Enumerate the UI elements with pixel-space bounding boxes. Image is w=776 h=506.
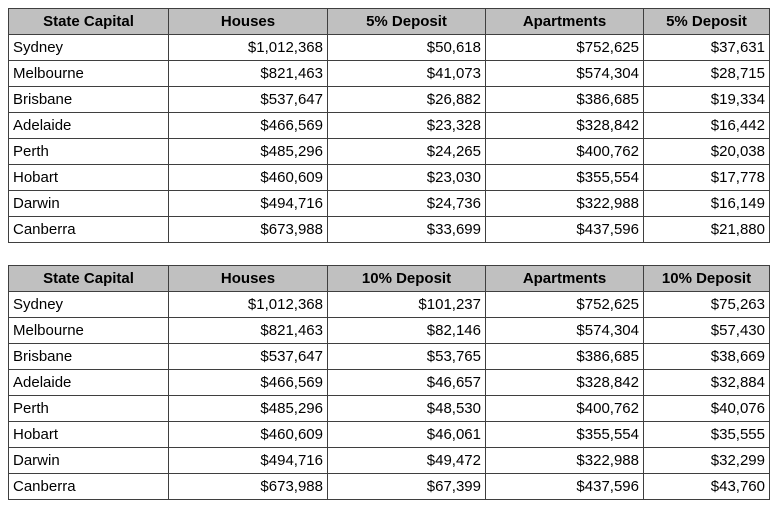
house-price-cell: $460,609 [169, 165, 328, 191]
apartment-price-cell: $400,762 [486, 396, 644, 422]
city-cell: Canberra [9, 217, 169, 243]
city-cell: Hobart [9, 165, 169, 191]
city-cell: Melbourne [9, 61, 169, 87]
apartment-deposit-cell: $19,334 [644, 87, 770, 113]
house-price-cell: $673,988 [169, 474, 328, 500]
house-price-cell: $673,988 [169, 217, 328, 243]
apartment-deposit-cell: $38,669 [644, 344, 770, 370]
city-cell: Darwin [9, 448, 169, 474]
house-price-cell: $537,647 [169, 87, 328, 113]
table-row [9, 35, 770, 61]
apartment-deposit-cell: $21,880 [644, 217, 770, 243]
header-row [9, 9, 770, 35]
house-deposit-cell: $33,699 [328, 217, 486, 243]
house-deposit-cell: $53,765 [328, 344, 486, 370]
apartment-price-cell: $322,988 [486, 448, 644, 474]
house-price-cell: $537,647 [169, 344, 328, 370]
header-apartments-deposit: 10% Deposit [644, 266, 770, 292]
table-row [9, 448, 770, 474]
table-row [9, 474, 770, 500]
house-price-cell: $1,012,368 [169, 292, 328, 318]
house-deposit-cell: $48,530 [328, 396, 486, 422]
city-cell: Darwin [9, 191, 169, 217]
apartment-deposit-cell: $17,778 [644, 165, 770, 191]
house-price-cell: $466,569 [169, 113, 328, 139]
city-cell: Perth [9, 139, 169, 165]
house-deposit-cell: $23,328 [328, 113, 486, 139]
header-apartments: Apartments [486, 9, 644, 35]
apartment-price-cell: $437,596 [486, 474, 644, 500]
apartment-price-cell: $400,762 [486, 139, 644, 165]
apartment-deposit-cell: $57,430 [644, 318, 770, 344]
apartment-price-cell: $574,304 [486, 61, 644, 87]
house-deposit-cell: $46,657 [328, 370, 486, 396]
table-row [9, 191, 770, 217]
apartment-price-cell: $437,596 [486, 217, 644, 243]
apartment-deposit-cell: $16,149 [644, 191, 770, 217]
apartment-price-cell: $322,988 [486, 191, 644, 217]
apartment-price-cell: $386,685 [486, 344, 644, 370]
city-cell: Brisbane [9, 344, 169, 370]
apartment-deposit-cell: $32,299 [644, 448, 770, 474]
city-cell: Sydney [9, 35, 169, 61]
house-price-cell: $485,296 [169, 396, 328, 422]
city-cell: Sydney [9, 292, 169, 318]
table-row [9, 422, 770, 448]
header-apartments-deposit: 5% Deposit [644, 9, 770, 35]
apartment-price-cell: $386,685 [486, 87, 644, 113]
house-deposit-cell: $50,618 [328, 35, 486, 61]
apartment-price-cell: $355,554 [486, 165, 644, 191]
house-price-cell: $821,463 [169, 318, 328, 344]
table-body [9, 35, 770, 243]
apartment-deposit-cell: $40,076 [644, 396, 770, 422]
city-cell: Hobart [9, 422, 169, 448]
house-price-cell: $485,296 [169, 139, 328, 165]
apartment-price-cell: $752,625 [486, 292, 644, 318]
header-houses: Houses [169, 266, 328, 292]
house-deposit-cell: $24,265 [328, 139, 486, 165]
house-deposit-cell: $23,030 [328, 165, 486, 191]
table-row [9, 318, 770, 344]
city-cell: Perth [9, 396, 169, 422]
apartment-deposit-cell: $75,263 [644, 292, 770, 318]
apartment-price-cell: $328,842 [486, 113, 644, 139]
table-row [9, 396, 770, 422]
apartment-deposit-cell: $16,442 [644, 113, 770, 139]
table-row [9, 113, 770, 139]
city-cell: Brisbane [9, 87, 169, 113]
apartment-price-cell: $328,842 [486, 370, 644, 396]
table-body [9, 292, 770, 500]
city-cell: Canberra [9, 474, 169, 500]
house-deposit-cell: $49,472 [328, 448, 486, 474]
apartment-price-cell: $574,304 [486, 318, 644, 344]
table-row [9, 370, 770, 396]
apartment-deposit-cell: $28,715 [644, 61, 770, 87]
house-deposit-cell: $101,237 [328, 292, 486, 318]
house-deposit-cell: $26,882 [328, 87, 486, 113]
header-apartments: Apartments [486, 266, 644, 292]
house-price-cell: $1,012,368 [169, 35, 328, 61]
city-cell: Adelaide [9, 370, 169, 396]
apartment-deposit-cell: $43,760 [644, 474, 770, 500]
header-state-capital: State Capital [9, 9, 169, 35]
house-deposit-cell: $46,061 [328, 422, 486, 448]
header-houses-deposit: 5% Deposit [328, 9, 486, 35]
house-price-cell: $821,463 [169, 61, 328, 87]
table-row [9, 139, 770, 165]
header-houses: Houses [169, 9, 328, 35]
five-percent-deposit-table [8, 8, 770, 243]
house-price-cell: $494,716 [169, 191, 328, 217]
table-row [9, 217, 770, 243]
header-houses-deposit: 10% Deposit [328, 266, 486, 292]
house-deposit-cell: $41,073 [328, 61, 486, 87]
table-row [9, 165, 770, 191]
city-cell: Melbourne [9, 318, 169, 344]
apartment-deposit-cell: $20,038 [644, 139, 770, 165]
house-price-cell: $466,569 [169, 370, 328, 396]
table-header [9, 9, 770, 35]
table-row [9, 87, 770, 113]
house-deposit-cell: $67,399 [328, 474, 486, 500]
house-price-cell: $460,609 [169, 422, 328, 448]
apartment-price-cell: $355,554 [486, 422, 644, 448]
city-cell: Adelaide [9, 113, 169, 139]
house-price-cell: $494,716 [169, 448, 328, 474]
apartment-deposit-cell: $32,884 [644, 370, 770, 396]
header-state-capital: State Capital [9, 266, 169, 292]
apartment-deposit-cell: $35,555 [644, 422, 770, 448]
apartment-deposit-cell: $37,631 [644, 35, 770, 61]
apartment-price-cell: $752,625 [486, 35, 644, 61]
table-row [9, 61, 770, 87]
table-row [9, 292, 770, 318]
table-row [9, 344, 770, 370]
house-deposit-cell: $24,736 [328, 191, 486, 217]
ten-percent-deposit-table [8, 265, 770, 500]
header-row [9, 266, 770, 292]
table-header [9, 266, 770, 292]
house-deposit-cell: $82,146 [328, 318, 486, 344]
